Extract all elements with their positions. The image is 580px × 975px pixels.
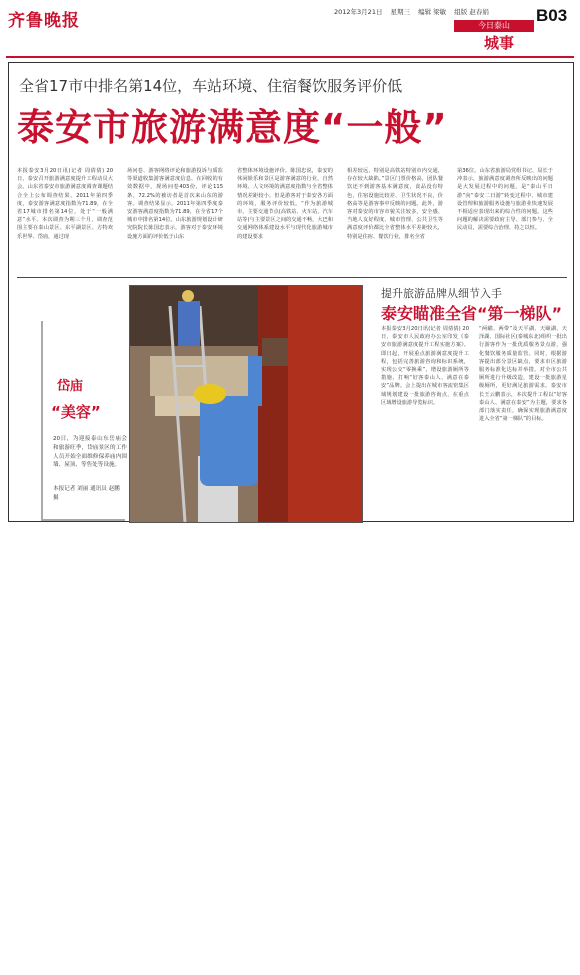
article-subhead: 全省17市中排名第14位，车站环境、住宿餐饮服务评价低 (19, 77, 403, 95)
masthead-rule (6, 56, 574, 58)
photo-caption-box (41, 321, 125, 521)
lead-column-3: 省整体环境设施评价。陈国忠说，泰安的休闲娱乐和景区是游客满意的行业，自然环境、人文环境的满意度指数与全省整体情况差距较小。但是游客对于泰安各方面的环境，服务评价较低。“作为旅游城市，主要交通节点(高铁站、火车站、汽车站等)与主要景区之间的交通不畅，大巴和交通网络体系建设水平与现代化旅游城市的建设要求 (237, 168, 333, 240)
sidebar-title: 泰安瞄准全省“第一梯队” (381, 304, 563, 323)
article-frame (8, 62, 574, 522)
issue-date: 2012年3月21日 (334, 8, 383, 16)
sidebar-column-1: 本报泰安3月20日讯(记者 周倩倩) 20日，泰安市人民政府办公室印发《泰安市旅游满意度提升工程实施方案》。即日起，开展重点旅游满意度提升工程，包括完善旅游咨询和标识系统，实现公交“零换乘”，增设旅游厕所等措施，打响“好客泰山人、满意在泰安”品牌。会上提出在城市客流密集区域规划建设一批旅游咨询点，在重点区域增设旅游导览标识。 (381, 326, 469, 406)
photo-illustration (130, 286, 362, 522)
section-bar: 今日泰山 (454, 20, 534, 32)
lead-column-1: 本报泰安3月20日讯(记者 周倩倩) 20日，泰安召开旅游满意度提升工程动员大会。山东省泰安市旅游满意度调查课题结合全上公布调查结果，2011年第四季度，泰安游客满意度指数为71.89，在全省17城市排名第14位，处于“一般满意”水平。本次调查为期三个月，调查范围主要在泰山景区、东平湖景区、方特欢乐世界、岱庙，通过现 (17, 168, 113, 240)
section-divider (17, 277, 567, 278)
caption-kicker: 岱庙 (57, 379, 84, 394)
page-number: B03 (536, 6, 568, 25)
issue-weekday: 星期三 (390, 8, 411, 16)
newspaper-page (6, 4, 574, 524)
sidebar-kicker: 提升旅游品牌从细节入手 (381, 287, 502, 300)
editor-credit: 编辑 梁敏 (418, 8, 447, 16)
lead-column-2: 场问卷、游客网络评论和旅游投诉与质监等渠道收集游客满意度信息，在回收的有效数据中，现场问卷403份，评论115条。72.2%的被访者是首次来山东的游客。调查结果显示，2011年第四季度泰安游客满意度指数为71.89，在全省17个城市中排名第14位。山东旅游规划设计研究院院长陈国忠表示，游客对于泰安环境设施方面的评价低于山东 (127, 168, 223, 240)
masthead (6, 4, 574, 56)
lead-column-5: 第36位。山东省旅游局党组书记、局长于冲表示，旅游满意度调查所反映出的问题是大发展过程中的问题，是“泰山平日游”向“泰安二日游”转变过程中、城市建设管理和旅游服务设施与旅游业快速发展不相适应表现出来的综合性的问题。这些问题的解决需要政府主导、部门参与、全民动员，需要综合治理、持之以恒。 (457, 168, 553, 232)
caption-credit: 本报记者 刘丽 通讯员 赵鹏 摄 (53, 486, 120, 501)
lead-column-4: 相差较远，特别是高铁站特别市内交通，存在较大缺陷。”景区门票价格高，团队餐饮还不到游客基本满意度，食品没有特色，住宿设施比较差、卫生状况不良，价格高等是游客事中反映的问题。此外，游客对泰安的市容市貌关注较多，安全感、当地人友好程度、城市管理、公共卫生等满意度评价都比全省整体水平差距较大，特别是住宿、餐饮行业，排名全省 (347, 168, 443, 240)
dateline (334, 7, 495, 16)
section-title: 城事 (484, 34, 515, 52)
caption-title: “美容” (51, 403, 101, 421)
sidebar-column-2: “两瞄、两带”及天平湖、天颐湖、天泽湖、国际社区(泰城东北)组织一批出行游客作为一批优质服务景点游，强化餐饮服务质量监管。同时，根据游客提出部分景区缺点，要求市区旅游服务标准化达标并举措。对全市公共厕所进行升级改造，建设一批旅游星级厕所，更好满足旅游需求。泰安市长王云鹏表示，本次提升工程以“好客泰山人、满意在泰安”为主题，要求各部门落实责任，确保实现旅游满意度进入全省“第一梯队”的目标。 (479, 326, 567, 423)
article-headline: 泰安市旅游满意度“一般” (17, 106, 448, 149)
lead-article-body (17, 167, 565, 275)
designer-credit: 组版 赵春娟 (454, 8, 489, 16)
sidebar-body (381, 325, 567, 521)
news-photo (129, 285, 363, 523)
caption-body: 20日，为迎接泰山东岳庙会和旅游旺季，岱庙景区的工作人员开始全面维修保养庙内围墙、屋顶、等售处等设施。 (53, 436, 127, 469)
newspaper-logo: 齐鲁晚报 (8, 11, 80, 31)
